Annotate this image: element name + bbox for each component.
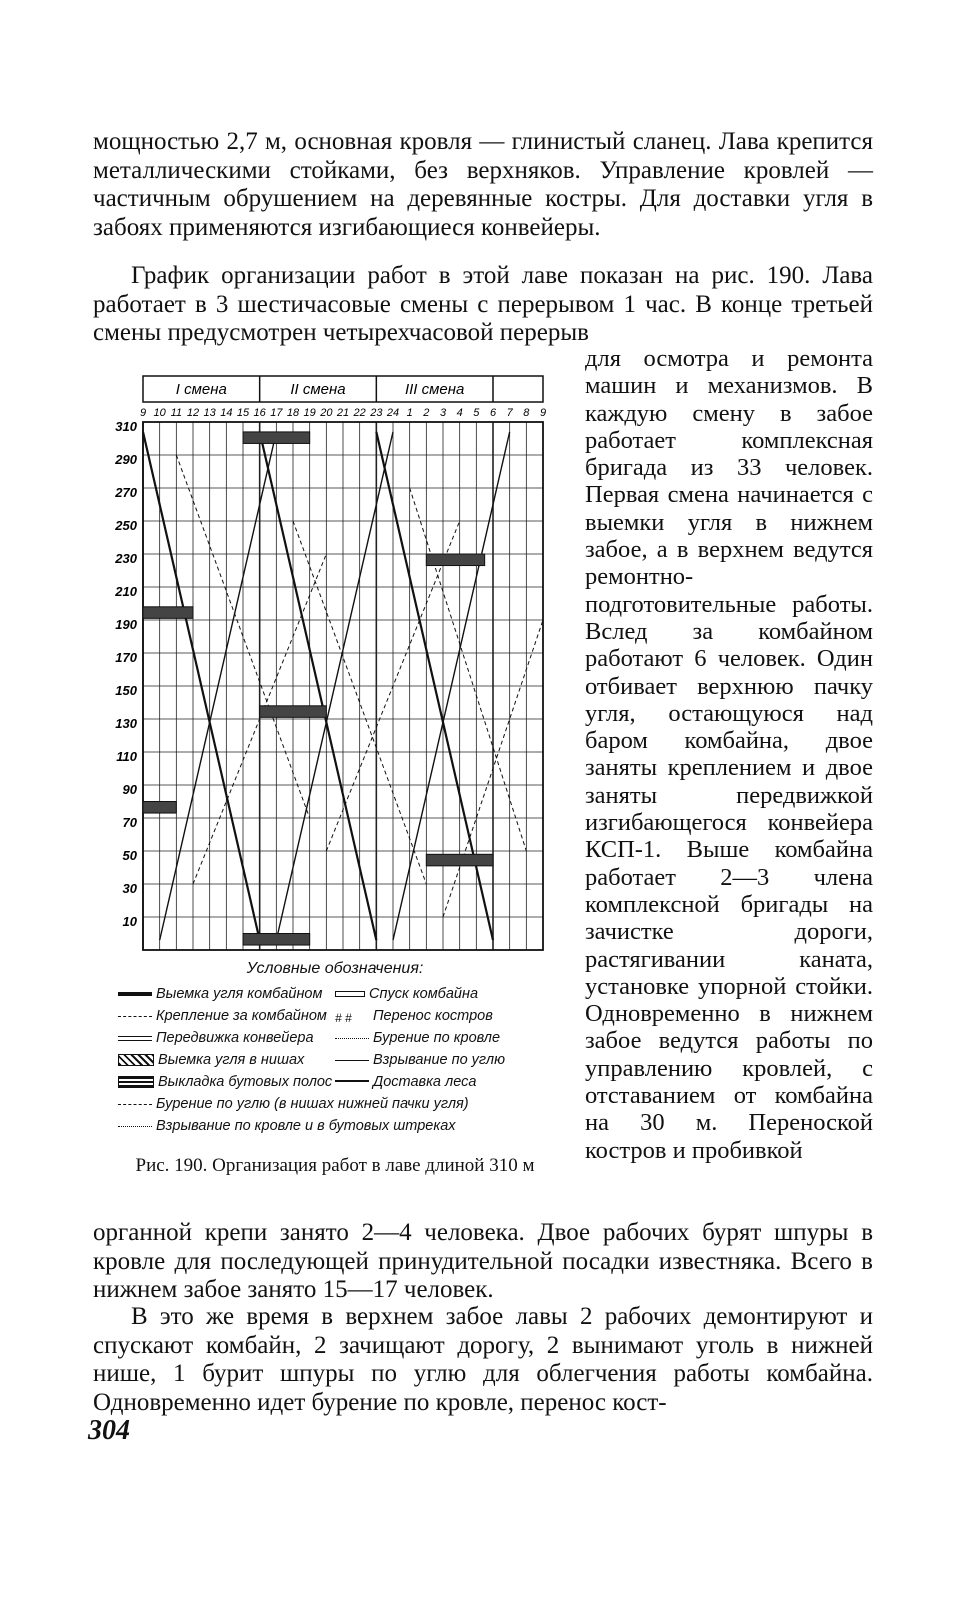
hour-label: 6 [489, 407, 497, 419]
legend-item: Выемка угля комбайном [118, 986, 322, 1002]
legend-symbol [118, 1016, 152, 1017]
shift-label: II смена [290, 381, 346, 398]
hour-label: 18 [286, 407, 300, 419]
hatched-block [243, 432, 310, 444]
hatched-block [143, 607, 193, 619]
legend-item: Выемка угля в нишах [118, 1052, 304, 1068]
legend-item: Бурение по кровле [335, 1030, 500, 1046]
legend-symbol [118, 1054, 154, 1066]
hatched-block [143, 802, 176, 814]
legend-symbol [118, 1036, 152, 1041]
hatched-block [243, 934, 310, 946]
legend-symbol [335, 1080, 369, 1084]
hour-label: 3 [439, 407, 447, 419]
legend-symbol [118, 1076, 154, 1088]
y-tick-label: 50 [122, 848, 137, 863]
y-tick-label: 30 [122, 881, 137, 896]
hatched-block [426, 554, 484, 566]
hour-label: 10 [153, 407, 166, 419]
paragraph-3: органной крепи занято 2—4 человека. Двое рабочих бурят шпуры в кровле для последующей принудительной посадки известняка. Всего в нижнем забое занято 15—17 человек. [93, 1219, 873, 1303]
y-tick-label: 150 [115, 683, 137, 698]
hour-label: 17 [270, 407, 283, 419]
hour-label: 14 [220, 407, 233, 419]
legend-symbol [118, 992, 152, 996]
hatched-block [260, 706, 327, 718]
hour-label: 9 [139, 407, 147, 419]
hour-label: 21 [336, 407, 350, 419]
y-tick-label: 250 [115, 518, 137, 533]
legend-symbol [118, 1126, 152, 1127]
hour-label: 9 [539, 407, 547, 419]
y-tick-label: 130 [115, 716, 137, 731]
hour-label: 20 [320, 407, 333, 419]
legend-item: Крепление за комбайном [118, 1008, 327, 1024]
legend-symbol [335, 991, 365, 997]
legend-item: # # Перенос костров [335, 1008, 493, 1026]
legend-symbol [118, 1104, 152, 1105]
hour-label: 7 [506, 407, 513, 419]
hour-label: 24 [386, 407, 400, 419]
hour-label: 8 [523, 407, 530, 419]
legend-item: Взрывание по кровле и в бутовых штреках [118, 1118, 456, 1134]
legend-item: Выкладка бутовых полос [118, 1074, 332, 1090]
work-schedule-diagram [105, 362, 565, 952]
legend-item: Взрывание по углю [335, 1052, 505, 1068]
legend-symbol: # # [335, 1011, 352, 1026]
hour-label: 22 [353, 407, 366, 419]
legend-item: Бурение по углю (в нишах нижней пачки угля) [118, 1096, 469, 1112]
page-number: 304 [88, 1415, 130, 1446]
hour-label: 16 [253, 407, 266, 419]
y-tick-label: 70 [122, 815, 137, 830]
y-tick-label: 170 [115, 650, 137, 665]
hatched-block [426, 854, 493, 866]
y-tick-label: 230 [115, 551, 137, 566]
hour-label: 5 [473, 407, 480, 419]
shift-label: I смена [175, 381, 227, 398]
shift-label: III смена [404, 381, 465, 398]
legend-symbol [335, 1038, 369, 1039]
hour-label: 12 [186, 407, 200, 419]
hour-label: 13 [203, 407, 216, 419]
legend-symbol [335, 1060, 369, 1061]
legend-item: Доставка леса [335, 1074, 476, 1090]
paragraph-2: График организации работ в этой лаве показан на рис. 190. Лава работает в 3 шестичасовые смены с перерывом 1 час. В конце третьей смены предусмотрен четырехчасовой перерыв [93, 262, 873, 346]
y-tick-label: 310 [115, 419, 137, 434]
legend-item: Передвижка конвейера [118, 1030, 314, 1046]
y-tick-label: 210 [115, 584, 137, 599]
hour-label: 4 [456, 407, 463, 419]
legend-title: Условные обозначения: [246, 960, 424, 977]
y-tick-label: 190 [115, 617, 137, 632]
hour-label: 2 [423, 407, 430, 419]
paragraph-4: В это же время в верхнем забое лавы 2 рабочих демонтируют и спускают комбайн, 2 зачищают дорогу, 2 вынимают уголь в нижней нише, 1 бурит шпуры по углю для облегчения работы комбайна. Одновременно идет бурение по кровле, перенос кост- [93, 1303, 873, 1416]
y-tick-label: 10 [122, 914, 137, 929]
legend-item: Спуск комбайна [335, 986, 478, 1002]
paragraph-1: мощностью 2,7 м, основная кровля — глинистый сланец. Лава крепится металлическими стойками, без верхняков. Управление кровлей — частичным обрушением на деревянные костры. Для доставки угля в забоях применяются изгибающиеся конвейеры. [93, 128, 873, 241]
hour-label: 23 [370, 407, 383, 419]
y-tick-label: 90 [122, 782, 137, 797]
schedule-line [410, 488, 527, 851]
y-tick-label: 270 [115, 485, 137, 500]
hour-label: 11 [170, 407, 183, 419]
hour-label: 15 [236, 407, 250, 419]
y-tick-label: 290 [115, 452, 137, 467]
y-tick-label: 110 [116, 749, 137, 764]
side-column-text: для осмотра и ремонта машин и механизмов. В каждую смену в забое работает комплексная бригада из 33 человек. Первая смена начинается с выемки угля в нижнем забое, а в верхнем ведутся ремонтно-подготовительные работы. Вслед за комбайном работают 6 человек. Один отбивает верхнюю пачку угля, остающуюся над баром комбайна, двое заняты креплением и двое заняты передвижкой изгибающегося конвейера КСП-1. Выше комбайна работает 2—3 члена комплексной бригады на зачистке дороги, растягивании каната, установке упорной стойки. Одновременно в нижнем забое ведутся работы по управлению кровлей, с отставанием от комбайна на 30 м. Переноской костров и пробивкой [585, 345, 873, 1164]
hour-label: 1 [406, 407, 413, 419]
figure-caption: Рис. 190. Организация работ в лаве длиной 310 м [135, 1155, 535, 1176]
hour-label: 19 [303, 407, 316, 419]
